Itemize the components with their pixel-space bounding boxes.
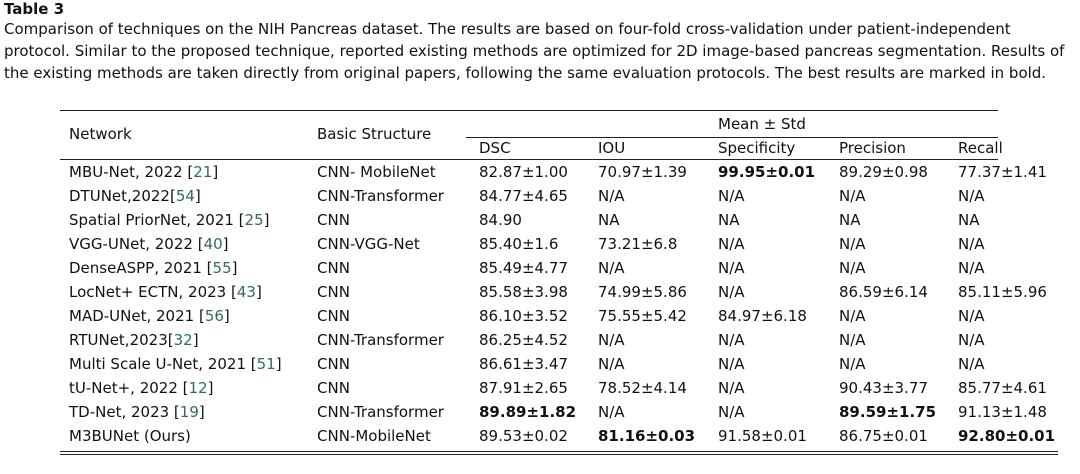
cell-dsc: 89.89±1.82 xyxy=(479,403,577,421)
citation-link[interactable]: 21 xyxy=(193,163,213,181)
cell-specificity: N/A xyxy=(718,259,745,277)
cell-network: M3BUNet (Ours) xyxy=(69,427,191,445)
cell-network: MAD-UNet, 2021 [56] xyxy=(69,307,230,325)
cell-network: LocNet+ ECTN, 2023 [43] xyxy=(69,283,262,301)
cell-iou: N/A xyxy=(598,259,625,277)
cell-network: DenseASPP, 2021 [55] xyxy=(69,259,238,277)
citation-link[interactable]: 19 xyxy=(179,403,199,421)
cell-structure: CNN xyxy=(317,379,350,397)
cell-recall: N/A xyxy=(958,259,985,277)
cell-iou: N/A xyxy=(598,187,625,205)
cell-precision: 90.43±3.77 xyxy=(839,379,928,397)
cell-structure: CNN-Transformer xyxy=(317,187,444,205)
cell-dsc: 84.77±4.65 xyxy=(479,187,568,205)
cell-precision: N/A xyxy=(839,187,866,205)
citation-link[interactable]: 25 xyxy=(244,211,264,229)
cell-dsc: 89.53±0.02 xyxy=(479,427,568,445)
bottom-rule-2 xyxy=(60,454,1058,455)
cell-recall: N/A xyxy=(958,187,985,205)
cell-structure: CNN xyxy=(317,283,350,301)
table-caption: Comparison of techniques on the NIH Pancreas dataset. The results are based on four-fold cross-validation under patient-independent protocol. Similar to the proposed technique, reported existing methods are optimized for 2D image-based pancreas segmentation. Results of the existing methods are taken directly from original papers, following the same evaluation protocols. The best results are marked in bold. xyxy=(4,20,1065,82)
cell-recall: 77.37±1.41 xyxy=(958,163,1047,181)
citation-link[interactable]: 40 xyxy=(203,235,223,253)
cell-dsc: 86.61±3.47 xyxy=(479,355,568,373)
cell-structure: CNN xyxy=(317,307,350,325)
cell-specificity: 99.95±0.01 xyxy=(718,163,816,181)
cell-specificity: N/A xyxy=(718,283,745,301)
cell-network: VGG-UNet, 2022 [40] xyxy=(69,235,229,253)
cell-iou: 78.52±4.14 xyxy=(598,379,687,397)
citation-link[interactable]: 56 xyxy=(204,307,224,325)
cell-recall: N/A xyxy=(958,235,985,253)
cell-specificity: 84.97±6.18 xyxy=(718,307,807,325)
cell-iou: N/A xyxy=(598,355,625,373)
cell-iou: 75.55±5.42 xyxy=(598,307,687,325)
cell-precision: 89.59±1.75 xyxy=(839,403,937,421)
cell-recall: 92.80±0.01 xyxy=(958,427,1056,445)
cell-specificity: N/A xyxy=(718,379,745,397)
cell-structure: CNN-MobileNet xyxy=(317,427,431,445)
cell-structure: CNN-Transformer xyxy=(317,403,444,421)
table-label: Table 3 xyxy=(4,0,65,18)
cell-network: tU-Net+, 2022 [12] xyxy=(69,379,214,397)
header-basic-structure: Basic Structure xyxy=(317,125,432,143)
cell-recall: N/A xyxy=(958,355,985,373)
cell-recall: N/A xyxy=(958,307,985,325)
header-specificity: Specificity xyxy=(718,139,796,157)
header-dsc: DSC xyxy=(479,139,511,157)
citation-link[interactable]: 55 xyxy=(212,259,232,277)
cell-precision: NA xyxy=(839,211,861,229)
cell-dsc: 82.87±1.00 xyxy=(479,163,568,181)
cell-specificity: N/A xyxy=(718,331,745,349)
cell-precision: 89.29±0.98 xyxy=(839,163,928,181)
cell-dsc: 86.10±3.52 xyxy=(479,307,568,325)
cell-precision: 86.59±6.14 xyxy=(839,283,928,301)
cell-specificity: N/A xyxy=(718,187,745,205)
cell-structure: CNN-Transformer xyxy=(317,331,444,349)
cell-specificity: NA xyxy=(718,211,740,229)
cell-precision: N/A xyxy=(839,307,866,325)
cell-dsc: 84.90 xyxy=(479,211,522,229)
cell-network: Spatial PriorNet, 2021 [25] xyxy=(69,211,270,229)
bottom-rule-1 xyxy=(60,451,1058,452)
cell-structure: CNN- MobileNet xyxy=(317,163,436,181)
cell-network: TD-Net, 2023 [19] xyxy=(69,403,205,421)
cell-precision: 86.75±0.01 xyxy=(839,427,928,445)
cell-specificity: N/A xyxy=(718,355,745,373)
cell-recall: N/A xyxy=(958,331,985,349)
cell-precision: N/A xyxy=(839,355,866,373)
cell-precision: N/A xyxy=(839,235,866,253)
cell-structure: CNN-VGG-Net xyxy=(317,235,420,253)
cell-dsc: 87.91±2.65 xyxy=(479,379,568,397)
cell-network: MBU-Net, 2022 [21] xyxy=(69,163,219,181)
header-recall: Recall xyxy=(958,139,1003,157)
cell-structure: CNN xyxy=(317,355,350,373)
cell-iou: NA xyxy=(598,211,620,229)
header-iou: IOU xyxy=(598,139,626,157)
citation-link[interactable]: 12 xyxy=(188,379,208,397)
header-mean-std: Mean ± Std xyxy=(718,115,806,133)
citation-link[interactable]: 43 xyxy=(236,283,256,301)
cell-recall: NA xyxy=(958,211,980,229)
cell-specificity: N/A xyxy=(718,235,745,253)
cell-recall: 85.77±4.61 xyxy=(958,379,1047,397)
cell-specificity: N/A xyxy=(718,403,745,421)
cell-specificity: 91.58±0.01 xyxy=(718,427,807,445)
cell-recall: 91.13±1.48 xyxy=(958,403,1047,421)
top-rule xyxy=(60,110,998,111)
cell-iou: 81.16±0.03 xyxy=(598,427,696,445)
cell-structure: CNN xyxy=(317,259,350,277)
cell-iou: N/A xyxy=(598,331,625,349)
cell-structure: CNN xyxy=(317,211,350,229)
cell-dsc: 86.25±4.52 xyxy=(479,331,568,349)
cell-network: Multi Scale U-Net, 2021 [51] xyxy=(69,355,282,373)
citation-link[interactable]: 32 xyxy=(173,331,193,349)
cell-network: RTUNet,2023[32] xyxy=(69,331,199,349)
cell-recall: 85.11±5.96 xyxy=(958,283,1047,301)
cell-iou: 74.99±5.86 xyxy=(598,283,687,301)
cell-iou: 73.21±6.8 xyxy=(598,235,678,253)
cell-precision: N/A xyxy=(839,331,866,349)
cell-iou: 70.97±1.39 xyxy=(598,163,687,181)
cell-dsc: 85.58±3.98 xyxy=(479,283,568,301)
header-network: Network xyxy=(69,125,132,143)
cell-precision: N/A xyxy=(839,259,866,277)
cell-dsc: 85.49±4.77 xyxy=(479,259,568,277)
header-rule xyxy=(60,159,998,160)
cell-network: DTUNet,2022[54] xyxy=(69,187,201,205)
header-precision: Precision xyxy=(839,139,906,157)
citation-link[interactable]: 51 xyxy=(256,355,276,373)
cell-dsc: 85.40±1.6 xyxy=(479,235,559,253)
cell-iou: N/A xyxy=(598,403,625,421)
citation-link[interactable]: 54 xyxy=(175,187,195,205)
